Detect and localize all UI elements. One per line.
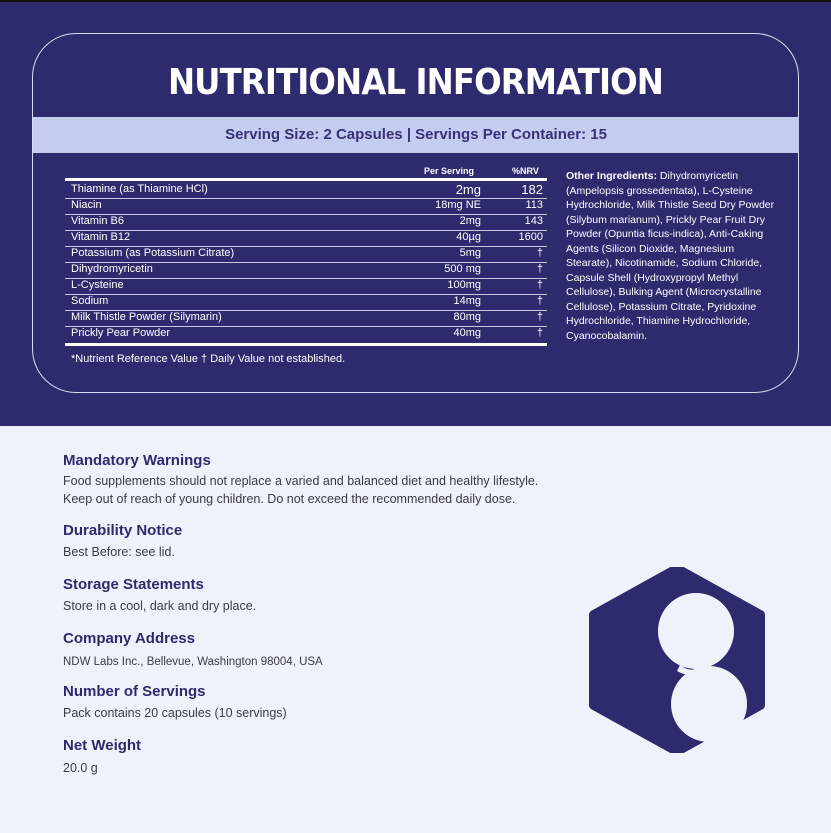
other-ingredients bbox=[566, 169, 781, 343]
warnings-line-1: Food supplements should not replace a varied and balanced diet and healthy lifestyle. bbox=[63, 474, 539, 488]
serving-info: Serving Size: 2 Capsules | Servings Per Container: 15 bbox=[225, 126, 607, 143]
nrv-header: %NRV bbox=[512, 166, 539, 176]
table-row bbox=[65, 326, 547, 342]
per-serving-value: 18mg NE bbox=[435, 199, 481, 211]
nutrient-name: Vitamin B6 bbox=[71, 215, 124, 227]
per-serving-value: 100mg bbox=[447, 279, 481, 291]
per-serving-value: 5mg bbox=[459, 247, 481, 259]
per-serving-value: 2mg bbox=[455, 182, 481, 197]
storage-heading: Storage Statements bbox=[63, 576, 204, 593]
per-serving-value: 40µg bbox=[456, 231, 481, 243]
per-serving-value: 2mg bbox=[459, 215, 481, 227]
nrv-value: 1600 bbox=[518, 231, 543, 243]
table-row bbox=[65, 246, 547, 263]
table-row bbox=[65, 214, 547, 231]
table-row bbox=[65, 230, 547, 247]
table-row bbox=[65, 262, 547, 279]
per-serving-value: 14mg bbox=[453, 295, 481, 307]
nrv-value: 113 bbox=[525, 199, 543, 211]
other-ingredients-text: Dihydromyricetin (Ampelopsis grossedentata), L-Cysteine Hydrochloride, Milk Thistle Seed Dry Powder (Silybum marianum), Prickly Pear Fruit Dry Powder (Opuntia ficus-indica), Anti-Caking Agents (Silicon Dioxide, Magnesium Stearate), Nicotinamide, Sodium Chloride, Capsule Shell (Hydroxypropyl Methyl Cellulose), Bulking Agent (Microcrystalline Cellulose), Potassium Citrate, Pyridoxine Hydrochloride, Thiamine Hydrochloride, Cyanocobalamin. bbox=[566, 170, 775, 342]
table-row bbox=[65, 294, 547, 311]
nutrient-name: Thiamine (as Thiamine HCl) bbox=[71, 183, 208, 195]
nrv-value: † bbox=[536, 263, 543, 275]
nutrient-name: Vitamin B12 bbox=[71, 231, 131, 243]
per-serving-value: 40mg bbox=[453, 327, 481, 339]
table-row bbox=[65, 278, 547, 295]
nutrient-name: Milk Thistle Powder (Silymarin) bbox=[71, 311, 222, 323]
nrv-value: † bbox=[536, 279, 543, 291]
nrv-value: † bbox=[536, 327, 543, 339]
table-footnote: *Nutrient Reference Value † Daily Value not established. bbox=[71, 353, 346, 365]
storage-text: Store in a cool, dark and dry place. bbox=[63, 599, 257, 613]
nutrient-name: L-Cysteine bbox=[71, 279, 124, 291]
page-title: NUTRITIONAL INFORMATION bbox=[167, 62, 664, 103]
top-border bbox=[0, 0, 831, 2]
address-text: NDW Labs Inc., Bellevue, Washington 98004, USA bbox=[63, 656, 323, 668]
nutrient-name: Potassium (as Potassium Citrate) bbox=[71, 247, 235, 259]
durability-heading: Durability Notice bbox=[63, 522, 183, 539]
table-row bbox=[65, 182, 547, 199]
nrv-value: † bbox=[536, 247, 543, 259]
table-row bbox=[65, 310, 547, 327]
servings-text: Pack contains 20 capsules (10 servings) bbox=[63, 706, 287, 720]
nutrient-name: Dihydromyricetin bbox=[71, 263, 153, 275]
warnings-line-2: Keep out of reach of young children. Do not exceed the recommended daily dose. bbox=[63, 492, 516, 506]
table-bottom-rule bbox=[65, 343, 547, 346]
nutrient-name: Prickly Pear Powder bbox=[71, 327, 171, 339]
serving-band bbox=[33, 117, 799, 153]
table-top-rule bbox=[65, 178, 547, 181]
nrv-value: 182 bbox=[521, 182, 543, 197]
address-heading: Company Address bbox=[63, 630, 195, 647]
weight-text: 20.0 g bbox=[63, 761, 98, 775]
other-ingredients-label: Other Ingredients: bbox=[566, 170, 658, 182]
table-row bbox=[65, 198, 547, 215]
nutrient-name: Sodium bbox=[71, 295, 109, 307]
nrv-value: † bbox=[536, 295, 543, 307]
per-serving-value: 80mg bbox=[453, 311, 481, 323]
servings-heading: Number of Servings bbox=[63, 683, 206, 700]
hexagon-s-logo-icon bbox=[584, 567, 770, 753]
nutrient-name: Niacin bbox=[71, 199, 102, 211]
per-serving-header: Per Serving bbox=[424, 166, 475, 176]
per-serving-value: 500 mg bbox=[444, 263, 481, 275]
durability-text: Best Before: see lid. bbox=[63, 545, 175, 559]
weight-heading: Net Weight bbox=[63, 737, 142, 754]
nrv-value: † bbox=[536, 311, 543, 323]
warnings-heading: Mandatory Warnings bbox=[63, 452, 211, 469]
nrv-value: 143 bbox=[524, 215, 543, 227]
